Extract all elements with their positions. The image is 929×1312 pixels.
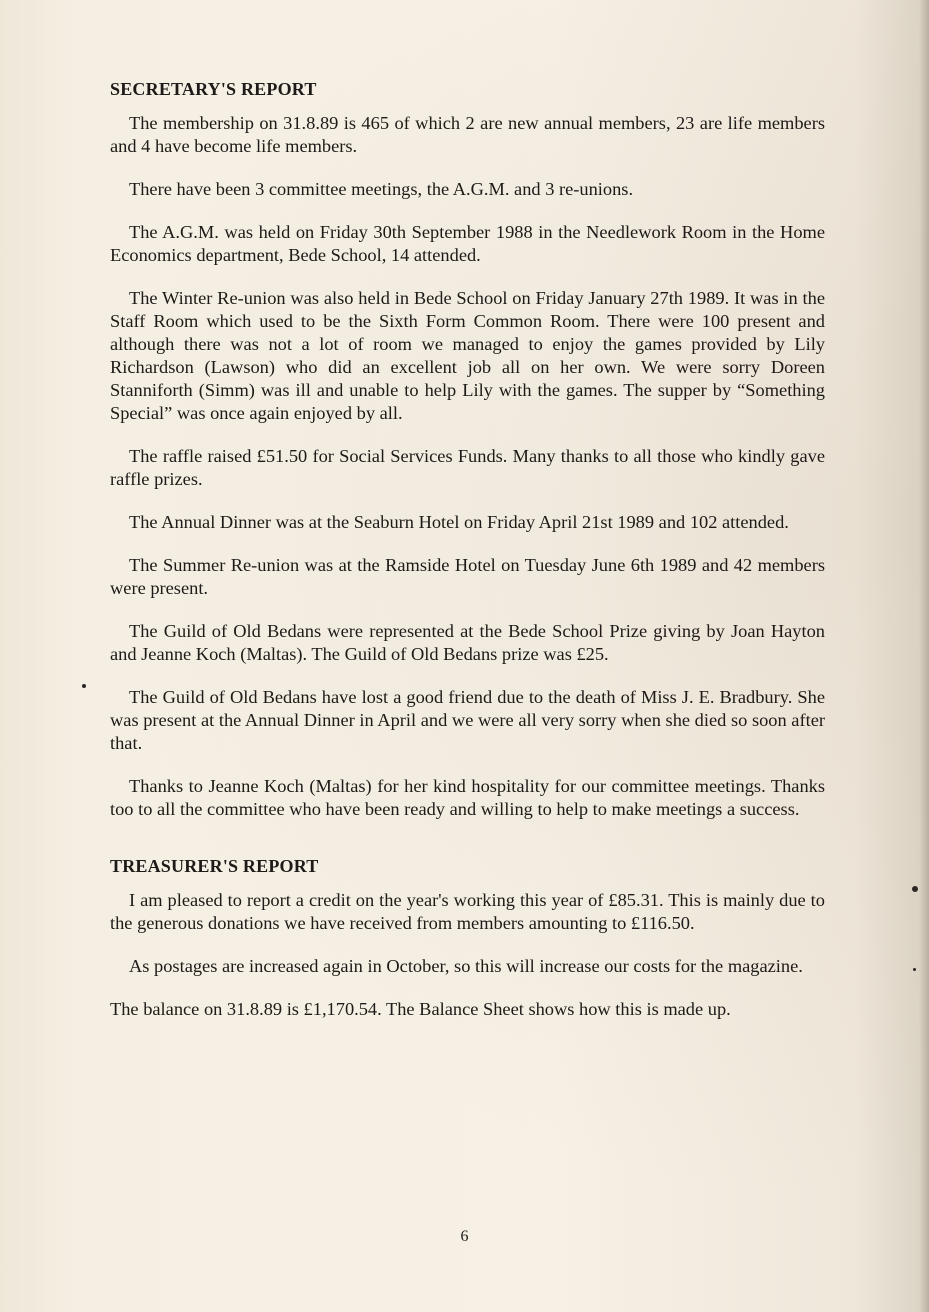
secretary-meetings-paragraph: There have been 3 committee meetings, the A.G.M. and 3 re-unions.	[129, 179, 634, 199]
treasurer-report-heading: TREASURER'S REPORT	[110, 856, 319, 876]
secretary-thanks-paragraph: Thanks to Jeanne Koch (Maltas) for her kind hospitality for our committee meetings. Thanks too to all the committee who have been ready and willing to help to make meetings a success.	[110, 776, 825, 819]
secretary-agm-paragraph: The A.G.M. was held on Friday 30th September 1988 in the Needlework Room in the Home Economics department, Bede School, 14 attended.	[110, 222, 825, 265]
secretary-membership-paragraph: The membership on 31.8.89 is 465 of which 2 are new annual members, 23 are life members and 4 have become life members.	[110, 113, 825, 156]
secretary-raffle-paragraph: The raffle raised £51.50 for Social Services Funds. Many thanks to all those who kindly gave raffle prizes.	[110, 446, 825, 489]
ink-speck	[82, 684, 86, 688]
page-edge-shadow	[919, 0, 929, 1312]
secretary-report-section	[110, 78, 825, 821]
treasurer-credit-paragraph: I am pleased to report a credit on the year's working this year of £85.31. This is mainly due to the generous donations we have received from members amounting to £116.50.	[110, 890, 825, 933]
treasurer-report-section	[110, 855, 825, 1021]
secretary-annual-dinner-paragraph: The Annual Dinner was at the Seaburn Hotel on Friday April 21st 1989 and 102 attended.	[129, 512, 789, 532]
secretary-obituary-paragraph: The Guild of Old Bedans have lost a good friend due to the death of Miss J. E. Bradbury. She was present at the Annual Dinner in April and we were all very sorry when she died so soon after that.	[110, 687, 825, 753]
secretary-summer-reunion-paragraph: The Summer Re-union was at the Ramside Hotel on Tuesday June 6th 1989 and 42 members were present.	[110, 555, 825, 598]
ink-speck	[913, 968, 916, 971]
treasurer-postage-paragraph: As postages are increased again in October, so this will increase our costs for the magazine.	[129, 956, 803, 976]
treasurer-balance-paragraph: The balance on 31.8.89 is £1,170.54. The Balance Sheet shows how this is made up.	[110, 999, 731, 1019]
secretary-winter-reunion-paragraph: The Winter Re-union was also held in Bede School on Friday January 27th 1989. It was in the Staff Room which used to be the Sixth Form Common Room. There were 100 present and although there was not a lot of room we managed to enjoy the games provided by Lily Richardson (Lawson) who did an excellent job all on her own. We were sorry Doreen Stanniforth (Simm) was ill and unable to help Lily with the games. The supper by “Something Special” was once again enjoyed by all.	[110, 288, 825, 423]
ink-speck	[912, 886, 918, 892]
report-content	[110, 78, 825, 1041]
section-spacer	[110, 841, 825, 855]
page-number: 6	[460, 1228, 469, 1245]
secretary-report-heading: SECRETARY'S REPORT	[110, 79, 317, 99]
secretary-prize-giving-paragraph: The Guild of Old Bedans were represented at the Bede School Prize giving by Joan Hayton and Jeanne Koch (Maltas). The Guild of Old Bedans prize was £25.	[110, 621, 825, 664]
